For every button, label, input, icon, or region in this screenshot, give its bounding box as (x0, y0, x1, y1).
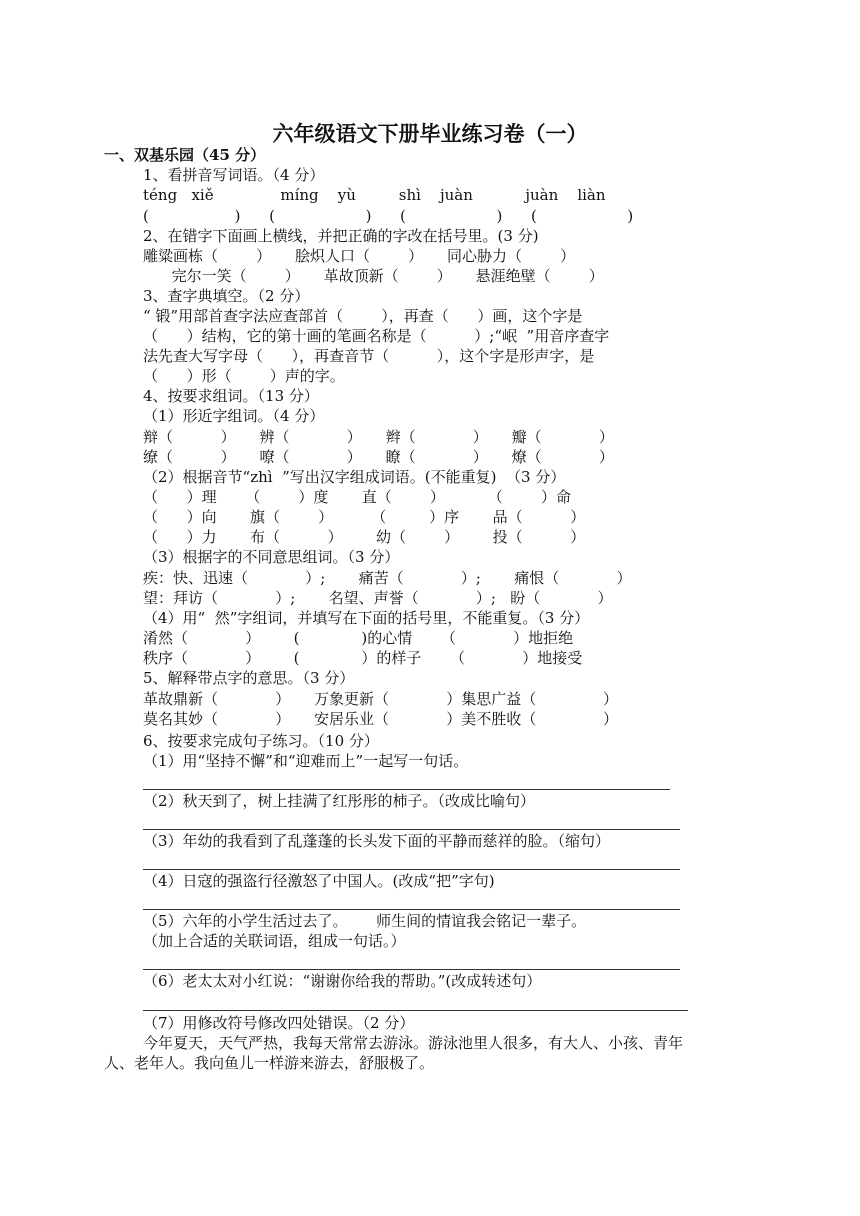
word-row: 淆然（ ） ( )的心情 （ ）地拒绝 (143, 629, 574, 647)
question-5-heading: 5、解释带点字的意思。（3 分） (143, 669, 355, 687)
section-heading: 一、双基乐园（45 分） (104, 146, 266, 164)
sentence-task: （5）六年的小学生活过去了。 师生间的情谊我会铭记一辈子。 (143, 912, 587, 930)
question-1-heading: 1、看拼音写词语。（4 分） (143, 166, 325, 184)
word-row: 望：拜访（ ）; 名望、声誉（ ）; 盼（ ） (143, 589, 613, 607)
sentence-task: （3）年幼的我看到了乱蓬蓬的长头发下面的平静而慈祥的脸。（缩句） (143, 832, 611, 850)
word-row: （ ）力 布（ ） 幼（ ） 投（ ） (143, 528, 586, 546)
answer-line (143, 969, 680, 970)
dictionary-text: （ ）形（ ）声的字。 (143, 367, 345, 385)
dictionary-text: （ ）结构，它的第十画的笔画名称是（ ）;“岷 ”用音序查字 (143, 327, 610, 345)
sentence-task: （6）老太太对小红说：“谢谢你给我的帮助。”(改成转述句） (143, 972, 542, 990)
sentence-task: （7）用修改符号修改四处错误。（2 分） (143, 1014, 415, 1032)
sentence-task: （1）用“坚持不懈”和“迎难而上”一起写一句话。 (143, 752, 469, 770)
sentence-task: （加上合适的关联词语，组成一句话。） (143, 932, 406, 950)
word-row: 缭（ ） 嘹（ ） 瞭（ ） 燎（ ） (143, 448, 614, 466)
answer-brackets: ( ) ( ) ( ) ( ) (143, 207, 634, 225)
passage-text: 人、老年人。我向鱼儿一样游来游去，舒服极了。 (104, 1054, 435, 1072)
answer-line (143, 909, 680, 910)
word-row: 莫名其妙（ ） 安居乐业（ ）美不胜收（ ） (143, 710, 619, 728)
word-row: （ ）向 旗（ ） （ ）序 品（ ） (143, 508, 586, 526)
question-2-heading: 2、在错字下面画上横线，并把正确的字改在括号里。(3 分) (143, 227, 539, 245)
answer-line (143, 869, 680, 870)
question-6-heading: 6、按要求完成句子练习。（10 分） (143, 732, 379, 750)
dictionary-text: “ 锻”用部首查字法应查部首（ ），再查（ ）画，这个字是 (143, 307, 583, 325)
sentence-task: （4）日寇的强盗行径激怒了中国人。(改成“把”字句) (143, 872, 495, 890)
sentence-task: （2）秋天到了，树上挂满了红彤彤的柿子。（改成比喻句） (143, 792, 536, 810)
answer-line (143, 789, 670, 790)
question-4-heading: 4、按要求组词。（13 分） (143, 387, 319, 405)
subquestion-heading: （4）用“ 然”字组词，并填写在下面的括号里，不能重复。（3 分） (143, 609, 590, 627)
answer-line (143, 829, 680, 830)
subquestion-heading: （3）根据字的不同意思组词。（3 分） (143, 548, 400, 566)
page-title: 六年级语文下册毕业练习卷（一） (272, 121, 588, 146)
word-row: （ ）理 （ ）度 直（ ） （ ）命 (143, 488, 571, 506)
subquestion-heading: （1）形近字组词。（4 分） (143, 407, 325, 425)
word-row: 疾：快、迅速（ ）; 痛苦（ ）; 痛恨（ ） (143, 569, 632, 587)
word-row: 辩（ ） 辨（ ） 辫（ ） 瓣（ ） (143, 428, 614, 446)
word-row: 秩序（ ） ( ）的样子 （ ）地接受 (143, 649, 583, 667)
word-row: 革故鼎新（ ） 万象更新（ ）集思广益（ ） (143, 690, 619, 708)
error-words-row: 雕粱画栋（ ） 脍炽人口（ ） 同心胁力（ ） (143, 247, 576, 265)
dictionary-text: 法先查大写字母（ ），再查音节（ ），这个字是形声字，是 (143, 347, 595, 365)
error-words-row: 完尔一笑（ ） 革故顶新（ ） 悬涯绝壁（ ） (143, 267, 604, 285)
pinyin-row: téng xiě míng yù shì juàn juàn liàn (143, 186, 606, 204)
question-3-heading: 3、查字典填空。（2 分） (143, 287, 310, 305)
subquestion-heading: （2）根据音节“zhì ”写出汉字组成词语。(不能重复) （3 分） (143, 468, 566, 486)
passage-text: 今年夏天，天气严热，我每天常常去游泳。游泳池里人很多，有大人、小孩、青年 (143, 1034, 684, 1052)
answer-line (143, 1010, 688, 1011)
